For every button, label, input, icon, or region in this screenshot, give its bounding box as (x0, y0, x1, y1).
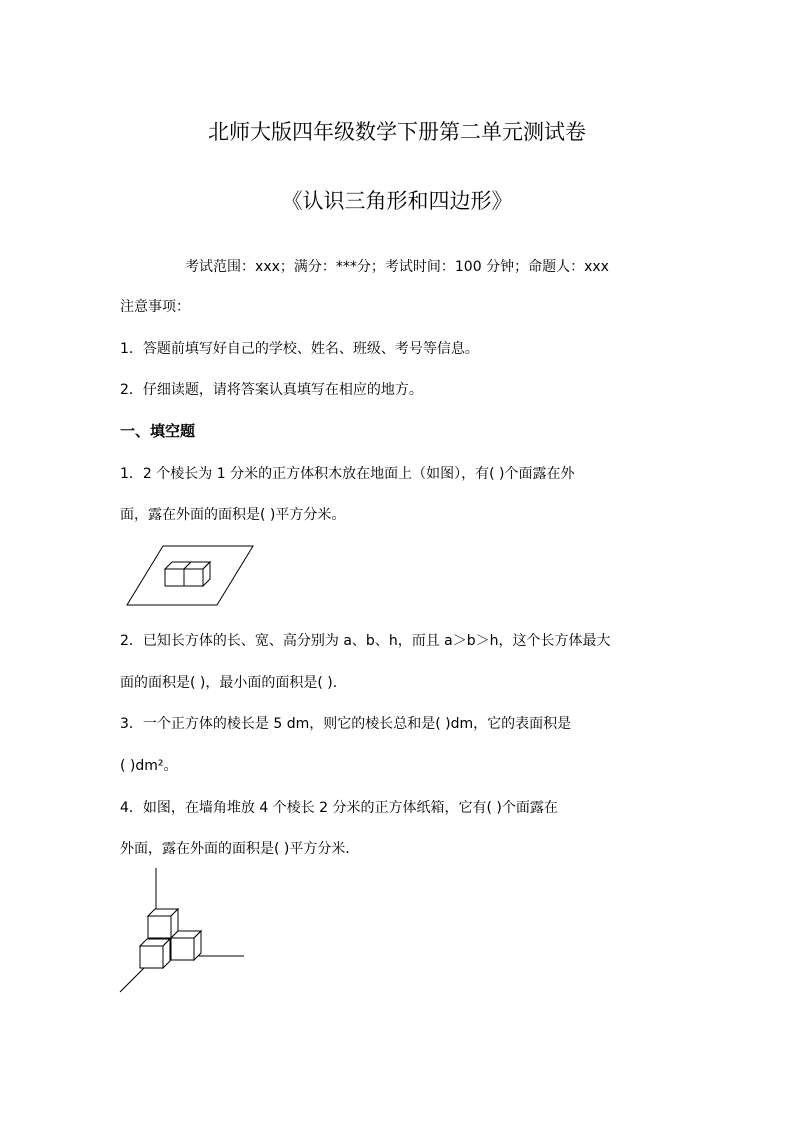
notes-heading: 注意事项： (120, 299, 190, 315)
section-heading: 一、填空题 (120, 422, 196, 440)
question-4-line-1: 4．如图，在墙角堆放 4 个棱长 2 分米的正方体纸箱，它有( )个面露在 (120, 800, 558, 816)
question-2-line-2: 面的面积是( )，最小面的面积是( )． (120, 675, 347, 691)
figure-corner-cubes (118, 866, 248, 994)
question-1-line-2: 面，露在外面的面积是( )平方分米。 (120, 507, 346, 523)
note-item-1: 1．答题前填写好自己的学校、姓名、班级、考号等信息。 (120, 341, 479, 357)
exam-subtitle: 《认识三角形和四边形》 (281, 189, 513, 213)
question-1-line-1: 1．2 个棱长为 1 分米的正方体积木放在地面上（如图），有( )个面露在外 (120, 466, 575, 482)
question-4-line-2: 外面，露在外面的面积是( )平方分米． (120, 841, 360, 857)
exam-title: 北师大版四年级数学下册第二单元测试卷 (208, 120, 586, 144)
figure-two-cubes (125, 543, 255, 608)
question-3-line-1: 3．一个正方体的棱长是 5 dm，则它的棱长总和是( )dm，它的表面积是 (120, 716, 572, 732)
note-item-2: 2．仔细读题，请将答案认真填写在相应的地方。 (120, 382, 423, 398)
question-2-line-1: 2．已知长方体的长、宽、高分别为 a、b、h，而且 a＞b＞h，这个长方体最大 (120, 633, 611, 649)
exam-info: 考试范围：xxx；满分：***分；考试时间：100 分钟；命题人：xxx (185, 259, 609, 275)
question-3-line-2: ( )dm²。 (120, 758, 178, 774)
